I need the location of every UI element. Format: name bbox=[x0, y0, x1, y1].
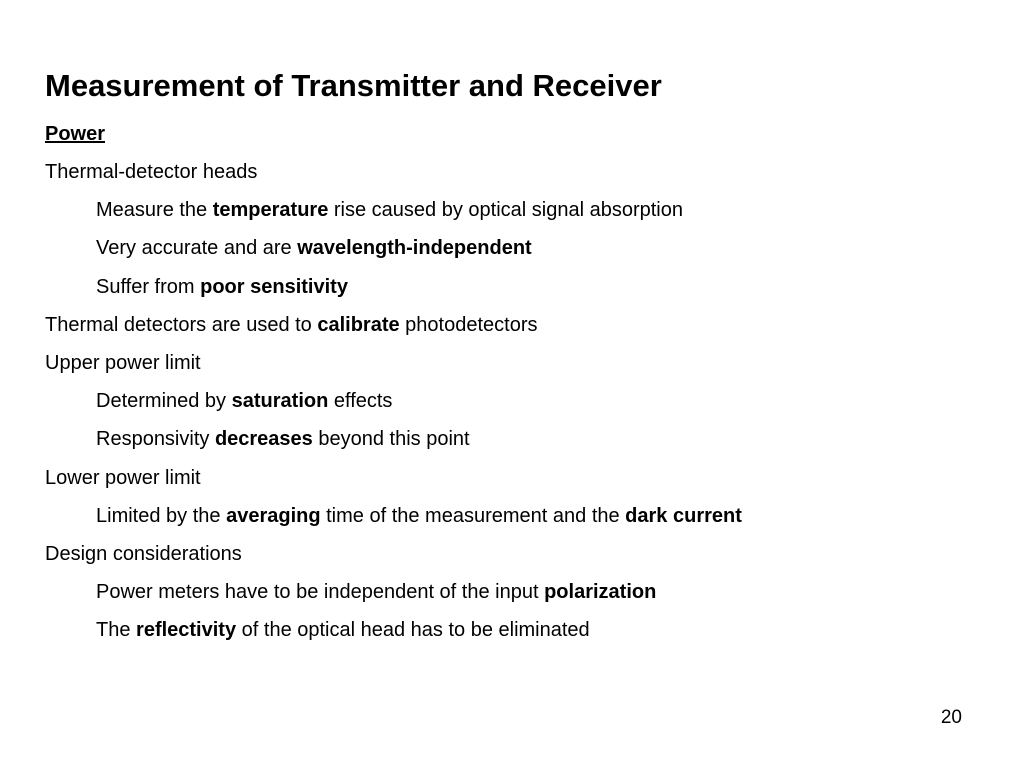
line-text: beyond this point bbox=[312, 428, 470, 451]
line-text: photodetectors bbox=[399, 313, 538, 336]
bold-term: poor sensitivity bbox=[200, 275, 348, 298]
bullet-line bbox=[0, 312, 1024, 350]
bullet-line bbox=[0, 159, 1024, 197]
sub-bullet-line bbox=[0, 503, 1024, 541]
sub-bullet-line bbox=[0, 617, 1024, 655]
sub-bullet-line bbox=[0, 426, 1024, 464]
bullet-list bbox=[0, 159, 1024, 655]
bullet-line bbox=[0, 541, 1024, 579]
line-text: Measure the bbox=[96, 199, 213, 222]
bold-term: wavelength-independent bbox=[297, 237, 532, 260]
bold-term: reflectivity bbox=[136, 619, 237, 642]
slide-subtitle: Power bbox=[45, 123, 106, 145]
sub-bullet-line bbox=[0, 388, 1024, 426]
sub-bullet-line bbox=[0, 197, 1024, 235]
line-text: time of the measurement and the bbox=[320, 504, 626, 527]
line-text: Very accurate and are bbox=[96, 237, 298, 260]
line-text: Power meters have to be independent of the input bbox=[96, 581, 545, 604]
line-text: effects bbox=[328, 390, 393, 413]
bold-term: temperature bbox=[212, 199, 329, 222]
sub-bullet-line bbox=[0, 579, 1024, 617]
line-text: Thermal detectors are used to bbox=[45, 313, 318, 336]
bold-term: calibrate bbox=[317, 313, 400, 336]
line-text: Determined by bbox=[96, 390, 232, 413]
bold-term: averaging bbox=[226, 504, 321, 527]
line-text: Suffer from bbox=[96, 275, 201, 298]
line-text: Design considerations bbox=[45, 542, 242, 565]
page-number: 20 bbox=[940, 707, 962, 728]
line-text: Thermal-detector heads bbox=[45, 161, 258, 183]
line-text: Upper power limit bbox=[45, 351, 201, 374]
bold-term: dark current bbox=[625, 504, 742, 527]
sub-bullet-line bbox=[0, 274, 1024, 312]
line-text: rise caused by optical signal absorption bbox=[328, 199, 683, 222]
slide-title: Measurement of Transmitter and Receiver bbox=[45, 68, 662, 103]
bullet-line bbox=[0, 350, 1024, 388]
sub-bullet-line bbox=[0, 235, 1024, 273]
line-text: Limited by the bbox=[96, 504, 227, 527]
bold-term: decreases bbox=[214, 428, 313, 451]
line-text: of the optical head has to be eliminated bbox=[236, 619, 590, 642]
bullet-line bbox=[0, 465, 1024, 503]
line-text: The bbox=[96, 619, 137, 642]
line-text: Lower power limit bbox=[45, 466, 201, 489]
line-text: Responsivity bbox=[96, 428, 215, 451]
bold-term: polarization bbox=[544, 581, 657, 604]
bold-term: saturation bbox=[231, 390, 329, 413]
